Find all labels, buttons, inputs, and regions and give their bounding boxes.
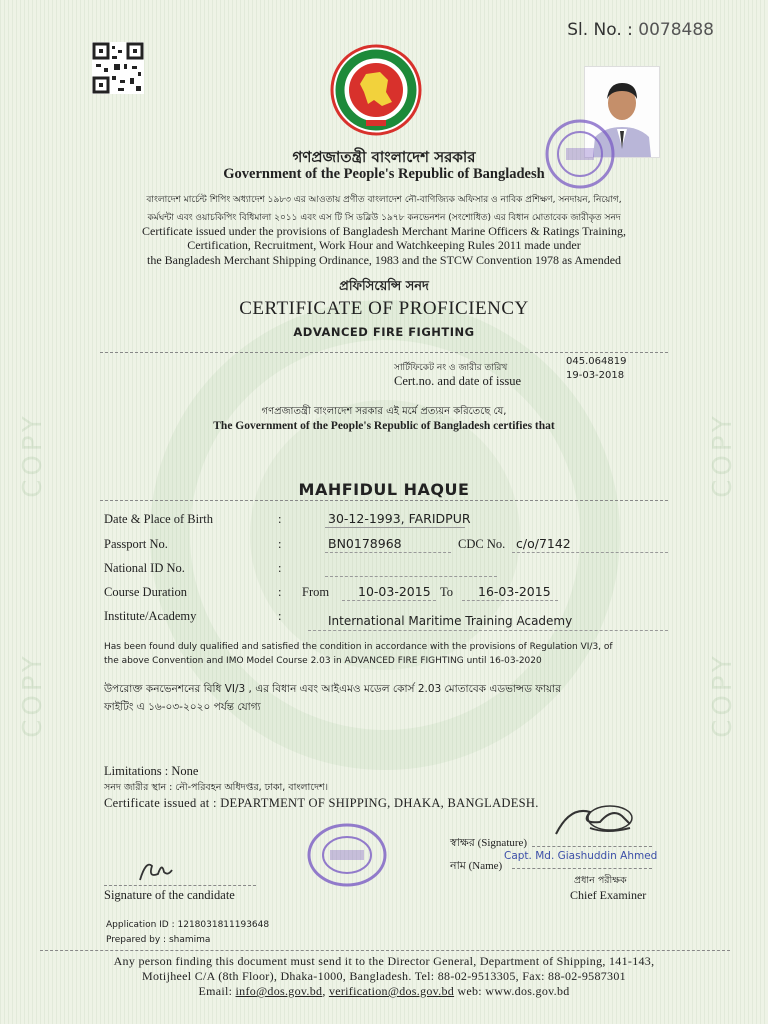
statement-bn-2: ফাইটিং এ ১৬-০৩-২০২০ পর্যন্ত যোগ্য [104, 701, 261, 713]
qr-code-icon [92, 42, 144, 94]
copy-watermark: COPY [707, 652, 738, 738]
certificate-subtitle: ADVANCED FIRE FIGHTING [293, 325, 475, 339]
copy-watermark: COPY [17, 412, 48, 498]
field-colon: : [278, 512, 282, 526]
from-date: 10-03-2015 [358, 584, 431, 599]
prepared-by: Prepared by : shamima [106, 935, 211, 945]
issue-date: 19-03-2018 [566, 370, 625, 381]
copy-watermark: COPY [707, 412, 738, 498]
field-underline [325, 576, 497, 577]
statement-en-2: the above Convention and IMO Model Course 2.03 in ADVANCED FIRE FIGHTING until 16-03-2020 [104, 656, 542, 666]
government-title-bn: গণপ্রজাতন্ত্রী বাংলাদেশ সরকার [292, 148, 476, 166]
examiner-signature-icon [550, 798, 636, 844]
field-underline [325, 527, 465, 528]
field-colon: : [278, 585, 282, 599]
limitations: Limitations : None [104, 764, 199, 778]
certificate-title-bn: প্রফিসিয়েন্সি সনদ [339, 279, 429, 294]
institute-value: International Maritime Training Academy [328, 614, 573, 628]
candidate-signature-line [104, 885, 256, 886]
issued-at: Certificate issued at : DEPARTMENT OF SHIPPING, DHAKA, BANGLADESH. [104, 796, 539, 810]
signature-line [532, 846, 652, 847]
dob-value: 30-12-1993, FARIDPUR [328, 511, 471, 526]
provisions-en-2: Certification, Recruitment, Work Hour and Watchkeeping Rules 2011 made under [187, 238, 581, 252]
website[interactable]: web: www.dos.gov.bd [457, 984, 570, 998]
institute-label: Institute/Academy [104, 609, 197, 623]
field-underline [512, 552, 668, 553]
email-link-verification[interactable]: verification@dos.gov.bd [328, 984, 455, 998]
national-id-label: National ID No. [104, 561, 185, 575]
certifies-bn: গণপ্রজাতন্ত্রী বাংলাদেশ সরকার এই মর্মে প্রত্যয়ন করিতেছে যে, [261, 406, 507, 417]
statement-en-1: Has been found duly qualified and satisfied the condition in accordance with the provisions of Regulation VI/3, of [104, 642, 613, 652]
divider [100, 352, 668, 353]
cert-no-label-bn: সার্টিফিকেট নং ও জারীর তারিখ [394, 363, 508, 373]
field-underline [308, 630, 668, 631]
field-colon: : [278, 537, 282, 551]
field-underline [325, 552, 451, 553]
government-emblem-icon [330, 44, 422, 136]
field-colon: : [278, 561, 282, 575]
field-colon: : [278, 609, 282, 623]
footer-line-1: Any person finding this document must send it to the Director General, Department of Shipping, 141-143, [113, 954, 655, 968]
footer-line-2: Motijheel C/A (8th Floor), Dhaka-1000, Bangladesh. Tel: 88-02-9513305, Fax: 88-02-9587301 [142, 969, 626, 983]
examiner-title-bn: প্রধান পরীক্ষক [574, 875, 627, 886]
name-label: নাম (Name) [450, 860, 503, 872]
passport-label: Passport No. [104, 537, 168, 551]
field-underline [342, 600, 436, 601]
to-label: To [440, 585, 454, 599]
serial-number: Sl. No. : 0078488 [567, 20, 714, 40]
provisions-en-1: Certificate issued under the provisions of Bangladesh Merchant Marine Officers & Ratings Training, [141, 224, 626, 238]
holder-name: MAHFIDUL HAQUE [298, 480, 470, 499]
signature-label: স্বাক্ষর (Signature) [450, 837, 528, 849]
cdc-value: c/o/7142 [516, 536, 571, 551]
footer-divider [40, 950, 730, 951]
department-stamp-icon [306, 822, 388, 888]
provisions-en-3: the Bangladesh Merchant Shipping Ordinance, 1983 and the STCW Convention 1978 as Amended [146, 253, 622, 267]
examiner-title: Chief Examiner [570, 888, 647, 902]
from-label: From [302, 585, 330, 599]
cdc-label: CDC No. [458, 537, 506, 551]
provisions-bn-2: কর্মঘন্টা এবং ওয়াচকিপিং বিধিমালা ২০১১ এবং এস টি সি ডব্লিউ ১৯৭৮ কনভেনশন (সংশোধিত) এর বিধান মোতাবেক জারীকৃত সনদ [147, 213, 621, 223]
government-title-en: Government of the People's Republic of Bangladesh [223, 166, 545, 182]
passport-value: BN0178968 [328, 536, 402, 551]
divider [100, 500, 668, 501]
examiner-name: Capt. Md. Giashuddin Ahmed [504, 850, 658, 862]
certificate-title: CERTIFICATE OF PROFICIENCY [239, 298, 529, 319]
field-underline [462, 600, 558, 601]
copy-watermark: COPY [17, 652, 48, 738]
provisions-bn-1: বাংলাদেশ মার্চেন্ট শিপিং অধ্যাদেশ ১৯৮৩ এর আওতায় প্রণীত বাংলাদেশ নৌ-বাণিজ্যিক অফিসার ও নাবিক প্রশিক্ষণ, সনদায়ন, নিয়োগ, [146, 195, 622, 205]
certifies-en: The Government of the People's Republic of Bangladesh certifies that [213, 420, 555, 432]
course-duration-label: Course Duration [104, 585, 187, 599]
cert-number: 045.064819 [566, 356, 627, 367]
name-line [512, 868, 652, 869]
candidate-signature-icon [136, 854, 176, 886]
statement-bn-1: উপরোক্ত কনভেনশনের বিধি VI/3 , এর বিধান এবং আইএমও মডেল কোর্স 2.03 মোতাবেক এডভান্সড ফায়ার [104, 683, 561, 695]
issued-at-bn: সনদ জারীর স্থান : নৌ-পরিবহন অধিদপ্তর, ঢাকা, বাংলাদেশ। [104, 782, 329, 793]
footer-line-3: Email: info@dos.gov.bd, verification@dos.gov.bd web: www.dos.gov.bd [198, 984, 570, 998]
application-id: Application ID : 1218031811193648 [106, 920, 270, 930]
cert-no-label: Cert.no. and date of issue [394, 374, 522, 388]
dob-label: Date & Place of Birth [104, 512, 213, 526]
email-link-info[interactable]: info@dos.gov.bd [235, 984, 323, 998]
to-date: 16-03-2015 [478, 584, 551, 599]
candidate-signature-label: Signature of the candidate [104, 888, 235, 902]
email-label: Email: [198, 984, 233, 998]
